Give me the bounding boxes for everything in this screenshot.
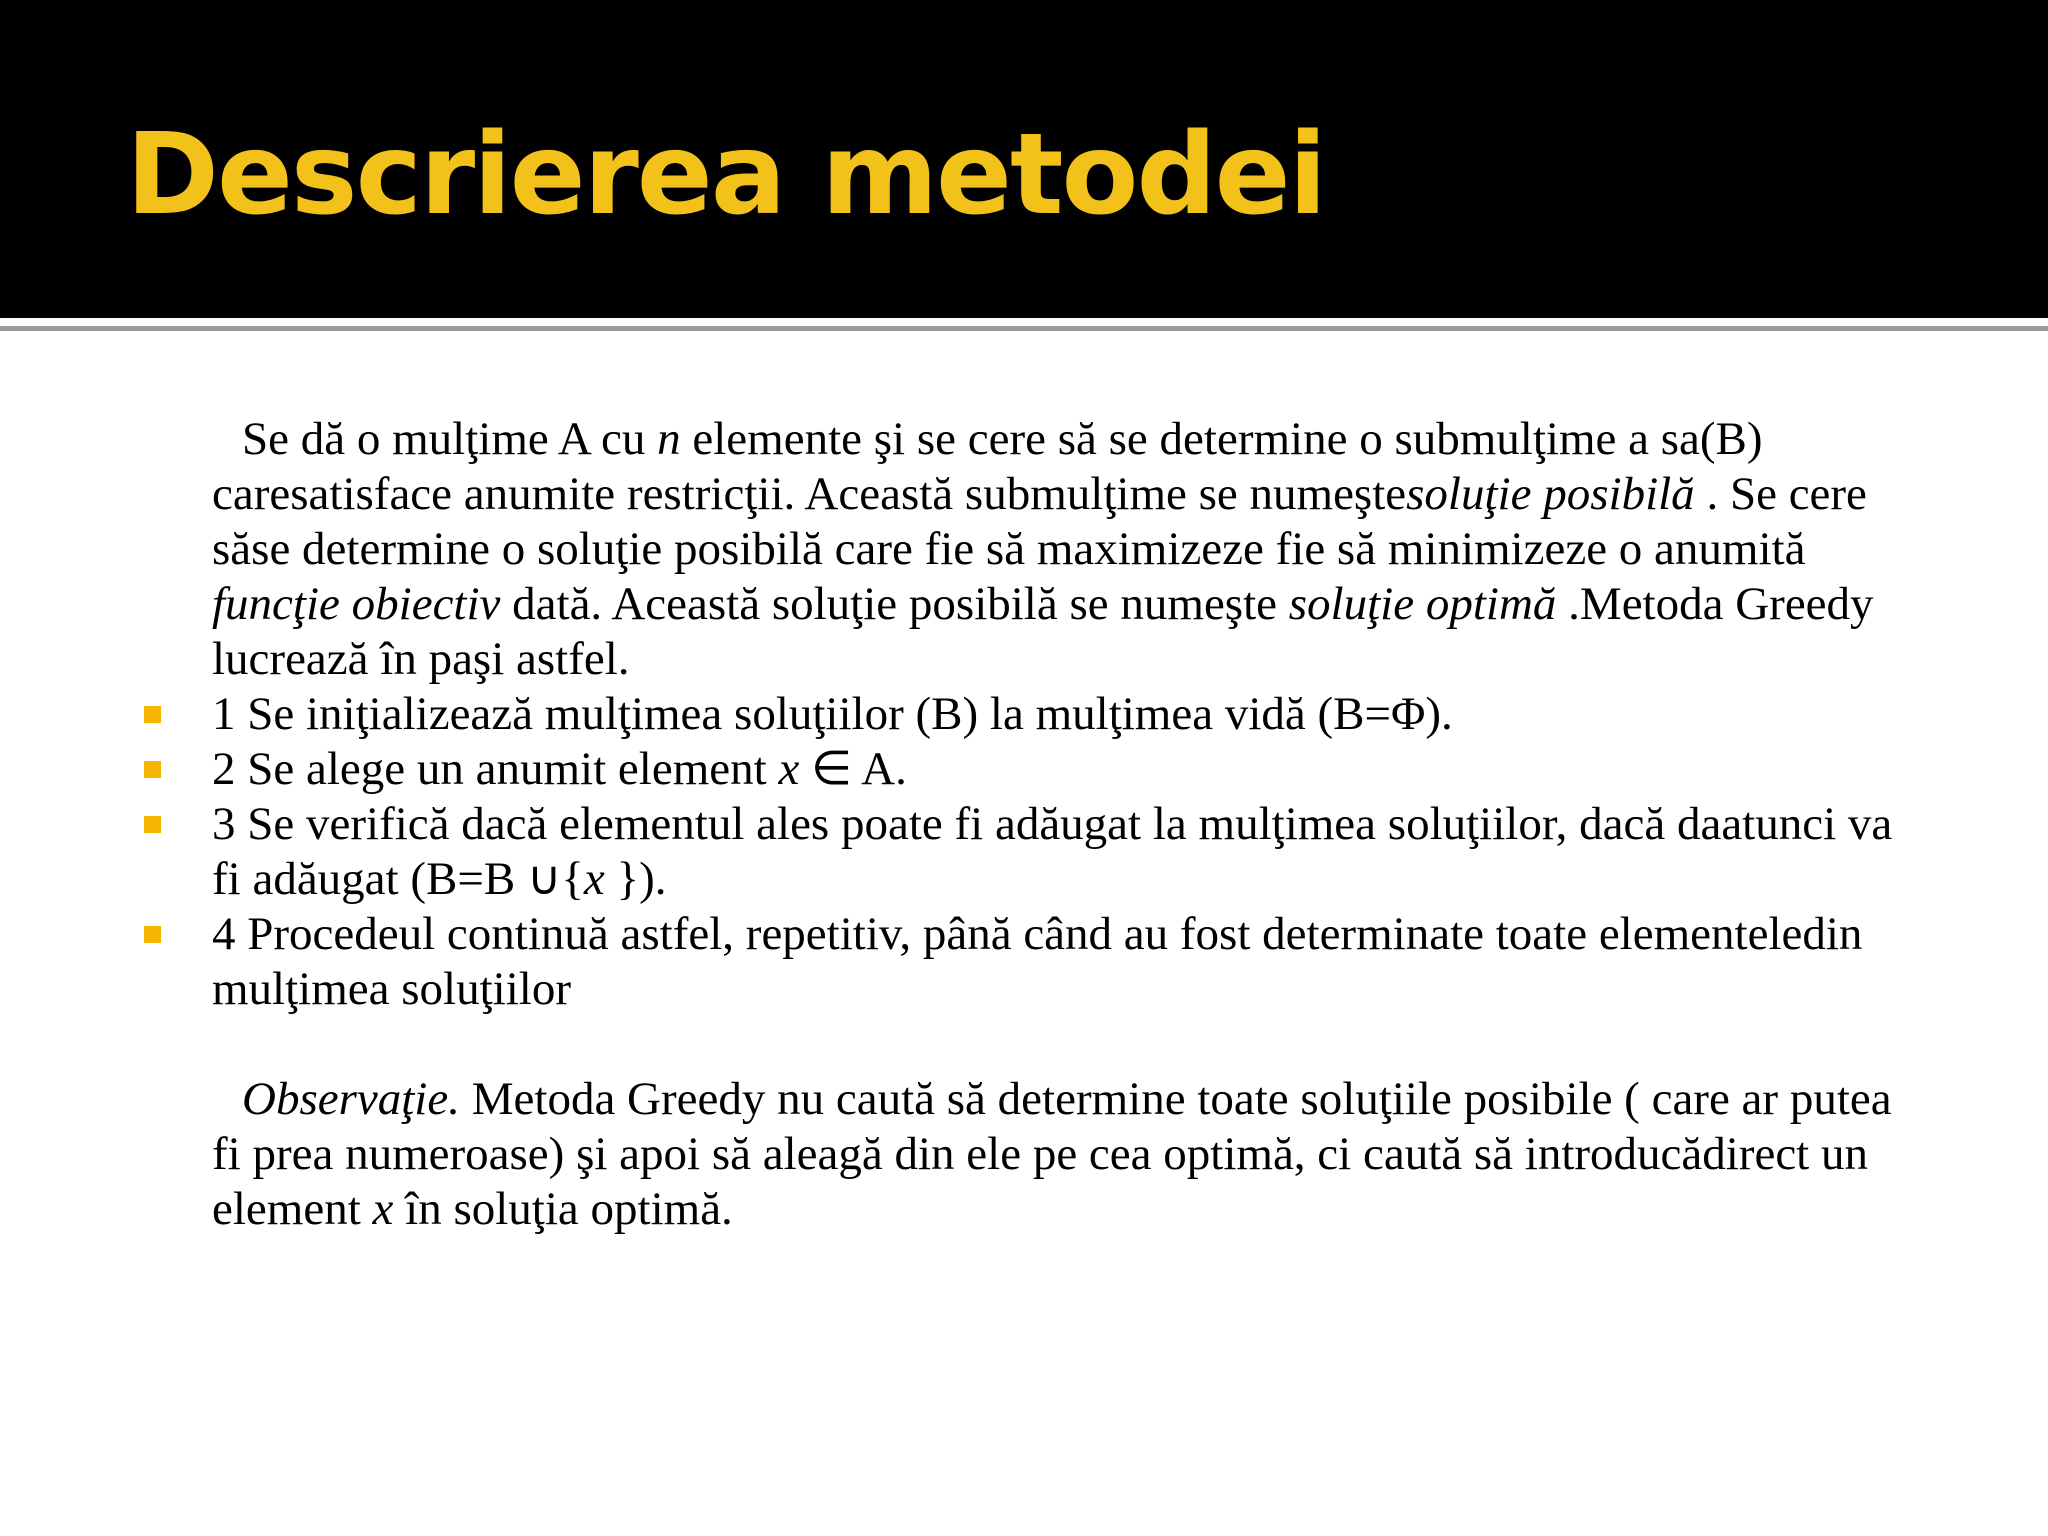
intro-italic-solutie-posibila: soluţie posibilă [1406,468,1695,520]
intro-text-1: Se dă o mulţime A cu [242,413,658,465]
step-2 [212,742,1912,797]
steps-list [212,687,1912,1017]
step-3 [212,797,1912,907]
intro-text-3: . Se cere săse determine o soluţie posibilă care fie să maximizeze fie să minimizeze o anumită [212,468,1867,575]
title-separator-gap [0,318,2048,326]
slide-content [212,412,1912,1237]
bullet-square-icon [144,761,161,778]
intro-italic-n: n [657,413,681,465]
step-2-italic-x: x [778,743,800,795]
intro-text-2: elemente şi se cere să se determine o submulţime a sa(B) caresatisface anumite restricţii. Această submulţime se numeşte [212,413,1763,520]
slide-title: Descrierea metodei [126,110,1326,240]
step-4 [212,907,1912,1017]
step-3-text-a: 3 Se verifică dacă elementul ales poate fi adăugat la mulţimea soluţiilor, dacă daatunci va fi adăugat (B=B ∪{ [212,798,1893,905]
paragraph-spacer [212,1017,1912,1072]
intro-italic-solutie-optima: soluţie optimă [1288,578,1557,630]
title-separator-line [0,326,2048,331]
bullet-square-icon [144,926,161,943]
observation-italic-x: x [372,1183,394,1235]
title-bar [0,0,2048,318]
bullet-square-icon [144,706,161,723]
step-2-text-b: ∈ A. [799,743,907,795]
step-4-text: 4 Procedeul continuă astfel, repetitiv, până când au fost determinate toate elementeledin mulţimea soluţiilor [212,908,1863,1015]
observation-text-a: Metoda Greedy nu caută să determine toate soluţiile posibile ( care ar putea fi prea numeroase) şi apoi să aleagă din ele pe cea optimă, ci caută să introducădirect un element [212,1073,1892,1235]
bullet-square-icon [144,816,161,833]
observation-paragraph [212,1072,1912,1237]
intro-text-5: .Metoda Greedy lucrează în paşi astfel. [212,578,1874,685]
intro-text-4: dată. Această soluţie posibilă se numeşte [500,578,1289,630]
step-3-italic-x: x [583,853,605,905]
observation-label: Observaţie. [242,1073,460,1125]
step-1 [212,687,1912,742]
intro-italic-functie-obiectiv: funcţie obiectiv [212,578,501,630]
intro-paragraph [212,412,1912,687]
step-1-text: 1 Se iniţializează mulţimea soluţiilor (B) la mulţimea vidă (B=Φ). [212,688,1453,740]
observation-text-b: în soluţia optimă. [393,1183,733,1235]
step-3-text-b: }). [604,853,667,905]
step-2-text-a: 2 Se alege un anumit element [212,743,779,795]
